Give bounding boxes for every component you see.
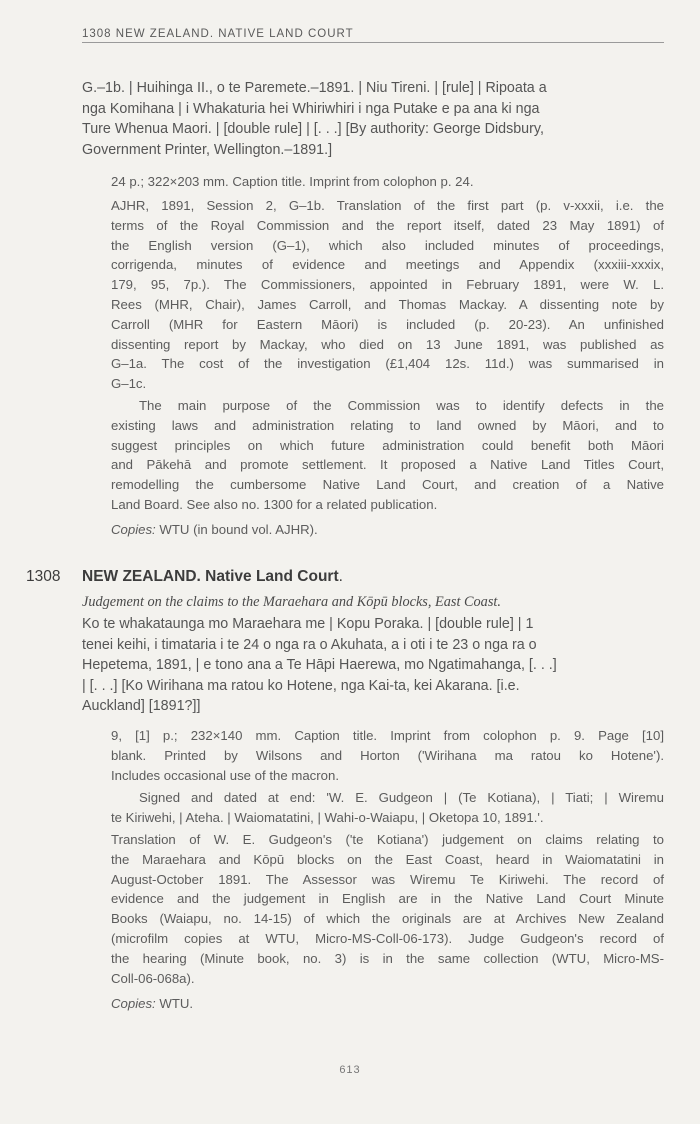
body-line: Hepetema, 1891, | e tono ana a Te Hāpi Haerewa, mo Ngatimahanga, [. . .] [82,657,557,673]
note-line: Rees (MHR, Chair), James Carroll, and Thomas Mackay. A dissenting note by [111,296,664,312]
translation-line: (microfilm copies at WTU, Micro-MS-Coll-06-173). Judge Gudgeon's record of [111,930,664,946]
note-line: corrigenda, minutes of evidence and meetings and Appendix (xxxiii-xxxix, [111,257,664,273]
entry-collation [111,726,664,785]
note-line: dissenting report by Mackay, who died on 13 June 1891, was published as [111,336,664,352]
signed-line: te Kiriwehi, | Ateha. | Waiomatatini, | Wahi-o-Waiapu, | Oketopa 10, 1891.'. [111,809,544,825]
entry-body [82,614,664,717]
page-number: 613 [339,1064,361,1076]
collation-line: blank. Printed by Wilsons and Horton ('Wirihana ma ratou ko Hotene'). [111,747,664,763]
note-line: suggest principles on which future administration could benefit both Māori [111,437,664,453]
note-line: AJHR, 1891, Session 2, G–1b. Translation of the first part (p. v-xxxii, i.e. the [111,198,664,213]
translation-line: Translation of W. E. Gudgeon's ('te Kotiana') judgement on claims relating to [111,832,664,847]
translation-line: the Maraehara and Kōpū blocks on the East Coast, heard in Waiomatatini in [111,851,664,867]
note-line: G–1a. The cost of the investigation (£1,404 12s. 11d.) was summarised in [111,356,664,372]
note-line: remodelling the cumbersome Native Land Court, and creation of a Native [111,477,664,493]
note-line: the English version (G–1), which also included minutes of proceedings, [111,237,664,253]
translation-line: Books (Waiapu, no. 14-15) of which the originals are at Archives New Zealand [111,911,664,927]
translation-line: August-October 1891. The Assessor was Wiremu Te Kiriwehi. The record of [111,871,664,887]
note-line: The main purpose of the Commission was to identify defects in the [139,398,664,413]
body-line: | [. . .] [Ko Wirihana ma ratou ko Hotene, nga Kai-ta, kei Akarana. [i.e. [82,677,520,694]
running-header: 1308 NEW ZEALAND. NATIVE LAND COURT [82,28,664,43]
body-line: Auckland] [1891?]] [82,698,201,714]
note-line: G–1c. [111,376,147,392]
note-line: existing laws and administration relating to land owned by Māori, and to [111,417,664,433]
prev-title-line: Government Printer, Wellington.–1891.] [82,141,333,158]
copies-value: WTU. [159,996,194,1011]
note-line: Land Board. See also no. 1300 for a related publication. [111,496,438,512]
collation-line: 24 p.; 322×203 mm. Caption title. Imprint from colophon p. 24. [111,174,474,189]
note-line: Carroll (MHR for Eastern Māori) is included (p. 20-23). An unfinished [111,316,664,332]
copies-label: Copies: [111,996,156,1011]
collation-line: 9, [1] p.; 232×140 mm. Caption title. Imprint from colophon p. 9. Page [10] [111,728,664,743]
prev-entry-note-2 [111,396,664,515]
entry-translation-note [111,830,664,988]
translation-line: Coll-06-068a). [111,970,195,986]
entry-heading [82,568,343,586]
prev-title-line: Ture Whenua Maori. | [double rule] | [. . .] [By authority: George Didsbury, [82,121,544,137]
collation-line: Includes occasional use of the macron. [111,767,339,783]
copies-value: WTU (in bound vol. AJHR). [159,522,318,537]
prev-entry-copies [111,520,664,540]
prev-title-line: nga Komihana | i Whakaturia hei Whiriwhiri i nga Putake e pa ana ki nga [82,100,540,117]
copies-label: Copies: [111,522,156,537]
body-line: tenei keihi, i timataria i te 24 o nga ra o Akuhata, a i oti i te 23 o nga ra o [82,636,537,653]
entry-heading-author: NEW ZEALAND. Native Land Court [82,568,339,585]
translation-line: evidence and the judgement in English are in the Native Land Court Minute [111,891,664,907]
entry-title: Judgement on the claims to the Maraehara and Kōpū blocks, East Coast. [82,594,501,610]
entry-copies [111,994,664,1014]
prev-title-line: G.–1b. | Huihinga II., o te Paremete.–1891. | Niu Tireni. | [rule] | Ripoata a [82,80,547,96]
prev-entry-title [82,78,664,160]
prev-entry-note-1 [111,196,664,394]
note-line: and Pākehā and promote settlement. It proposed a Native Land Titles Court, [111,457,664,473]
entry-signed-note [111,788,664,828]
note-line: terms of the Royal Commission and the report itself, dated 23 May 1891) of [111,217,664,233]
prev-entry-collation [111,172,664,192]
entry-heading-tail: . [338,568,343,585]
translation-line: the hearing (Minute book, no. 3) is in the same collection (WTU, Micro-MS- [111,950,664,966]
note-line: 179, 95, 7p.). The Commissioners, appointed in February 1891, were W. L. [111,277,664,293]
entry-number: 1308 [26,568,61,585]
body-line: Ko te whakataunga mo Maraehara me | Kopu Poraka. | [double rule] | 1 [82,616,534,632]
signed-line: Signed and dated at end: 'W. E. Gudgeon | (Te Kotiana), | Tiati; | Wiremu [139,790,664,805]
